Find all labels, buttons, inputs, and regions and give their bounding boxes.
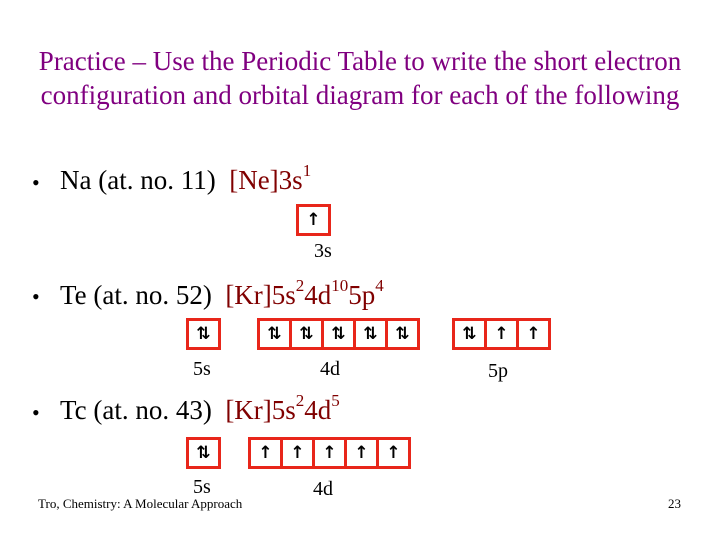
- spin-up-arrow-icon: ↑: [526, 323, 541, 344]
- orbital-box: [356, 321, 388, 347]
- orbital-box: [519, 321, 548, 347]
- spin-pair-arrow-icon: ⇅: [363, 323, 378, 344]
- orbital-box: [347, 440, 379, 466]
- tc-element: Tc (at. no. 43): [60, 395, 212, 425]
- spin-pair-arrow-icon: ⇅: [395, 323, 410, 344]
- te-line: [60, 276, 384, 311]
- te-5p-orbital: [452, 318, 551, 350]
- tc-5s-orbital: [186, 437, 221, 469]
- orbital-box: [379, 440, 408, 466]
- na-3s-label: 3s: [314, 240, 332, 262]
- spin-pair-arrow-icon: ⇅: [331, 323, 346, 344]
- page-number: 23: [668, 496, 681, 511]
- bullet-tc: •: [32, 400, 40, 425]
- tc-4d-orbital: [248, 437, 411, 469]
- orbital-box: [324, 321, 356, 347]
- tc-config: $[Kr]5s^24d^5$: [225, 391, 340, 425]
- orbital-box: [299, 207, 328, 233]
- tc-5s-label: 5s: [193, 476, 211, 498]
- orbital-box: [283, 440, 315, 466]
- na-config: $[Ne]3s^1$: [229, 161, 312, 195]
- spin-pair-arrow-icon: ⇅: [196, 442, 211, 463]
- tc-line: [60, 391, 340, 426]
- orbital-box: [487, 321, 519, 347]
- spin-pair-arrow-icon: ⇅: [267, 323, 282, 344]
- orbital-box: [388, 321, 417, 347]
- spin-up-arrow-icon: ↑: [322, 442, 337, 463]
- slide-title: Practice – Use the Periodic Table to write the short electron configuration and orbital diagram for each of the following: [38, 46, 682, 110]
- spin-up-arrow-icon: ↑: [386, 442, 401, 463]
- te-config: $[Kr]5s^24d^{10}5p^4$: [225, 276, 384, 310]
- bullet-te: •: [32, 284, 40, 309]
- orbital-box: [189, 440, 218, 466]
- orbital-box: [315, 440, 347, 466]
- na-element: Na (at. no. 11): [60, 165, 216, 195]
- orbital-box: [292, 321, 324, 347]
- spin-pair-arrow-icon: ⇅: [196, 323, 211, 344]
- spin-pair-arrow-icon: ⇅: [299, 323, 314, 344]
- spin-up-arrow-icon: ↑: [258, 442, 273, 463]
- spin-up-arrow-icon: ↑: [354, 442, 369, 463]
- te-5p-label: 5p: [488, 360, 508, 382]
- orbital-box: [189, 321, 218, 347]
- footer-source: Tro, Chemistry: A Molecular Approach: [38, 496, 243, 511]
- spin-up-arrow-icon: ↑: [494, 323, 509, 344]
- spin-up-arrow-icon: ↑: [306, 209, 321, 230]
- orbital-box: [455, 321, 487, 347]
- te-element: Te (at. no. 52): [60, 280, 212, 310]
- te-5s-orbital: [186, 318, 221, 350]
- na-3s-orbital: [296, 204, 331, 236]
- orbital-box: [251, 440, 283, 466]
- spin-pair-arrow-icon: ⇅: [462, 323, 477, 344]
- na-line: [60, 161, 312, 196]
- te-5s-label: 5s: [193, 358, 211, 380]
- spin-up-arrow-icon: ↑: [290, 442, 305, 463]
- bullet-na: •: [32, 170, 40, 195]
- te-4d-label: 4d: [320, 358, 340, 380]
- tc-4d-label: 4d: [313, 478, 333, 500]
- orbital-box: [260, 321, 292, 347]
- te-4d-orbital: [257, 318, 420, 350]
